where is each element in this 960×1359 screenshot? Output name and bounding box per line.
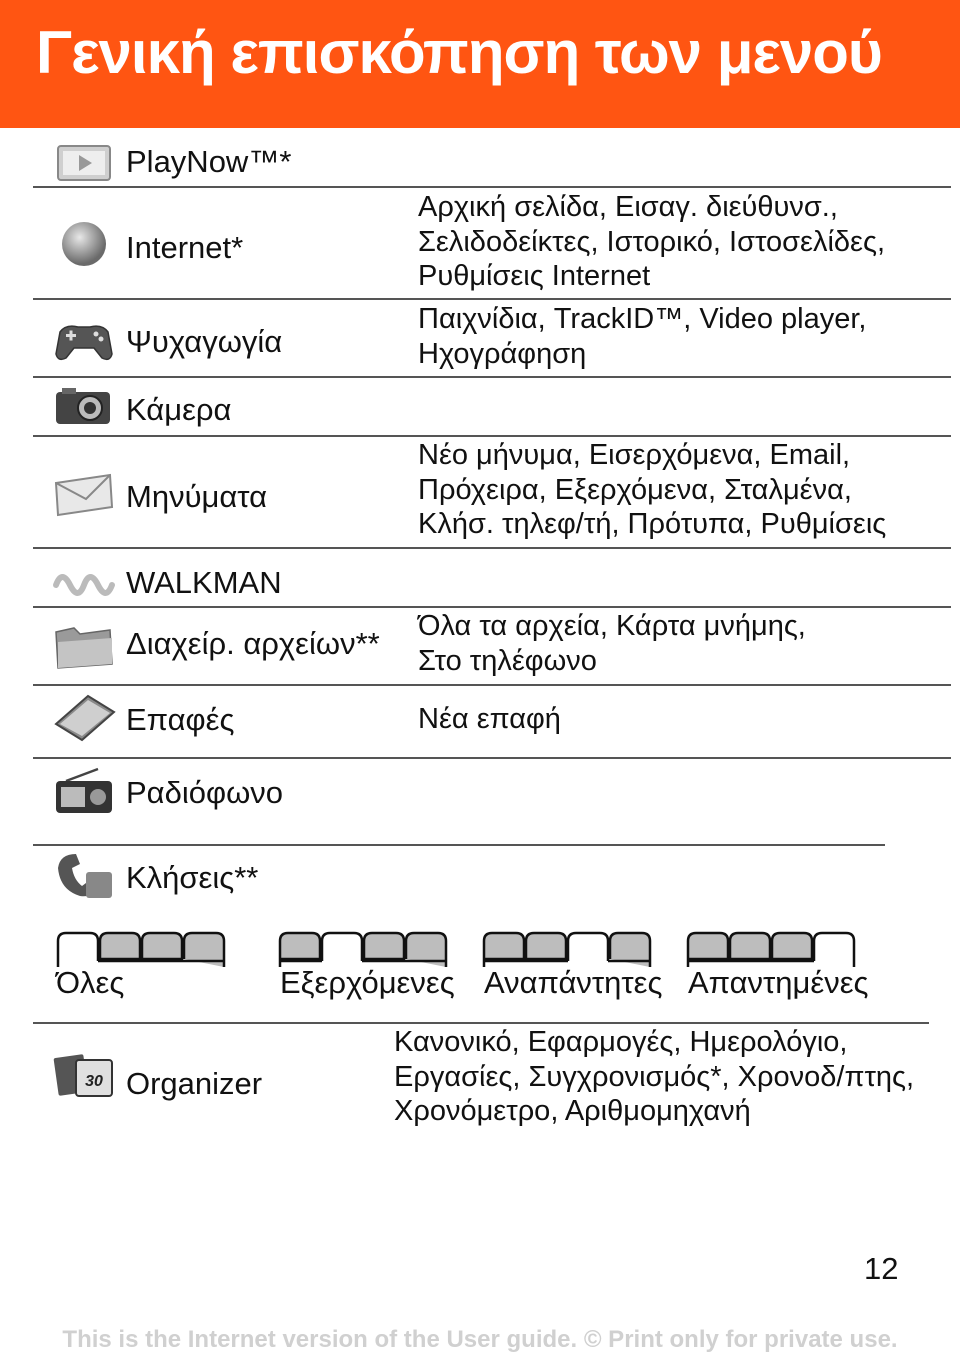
radio-icon	[52, 765, 116, 817]
tab-strip-icon	[686, 925, 858, 969]
menu-label: Ψυχαγωγία	[126, 324, 283, 359]
tab-label-all: Όλες	[56, 965, 125, 1000]
tab-answered[interactable]	[686, 925, 858, 969]
svg-text:30: 30	[85, 1073, 103, 1090]
divider	[33, 757, 951, 759]
contacts-book-icon	[52, 692, 116, 744]
page-number: 12	[864, 1251, 899, 1286]
tab-label-answered: Απαντημένες	[688, 965, 869, 1000]
menu-label: Επαφές	[126, 702, 235, 737]
divider	[33, 1022, 929, 1024]
tab-outgoing[interactable]	[278, 925, 450, 969]
menu-label: Κλήσεις**	[126, 860, 259, 895]
submenu-text: Αρχική σελίδα, Εισαγ. διεύθυνσ., Σελιδοδείκτες, Ιστορικό, Ιστοσελίδες, Ρυθμίσεις Internet	[418, 191, 886, 292]
menu-label: Organizer	[126, 1066, 263, 1101]
submenu-text: Νέο μήνυμα, Εισερχόμενα, Email, Πρόχειρα, Εξερχόμενα, Σταλμένα, Κλήσ. τηλεφ/τή, Πρότυπα, Ρυθμίσεις	[418, 439, 887, 540]
camera-icon	[52, 380, 116, 432]
tab-label-outgoing: Εξερχόμενες	[280, 965, 455, 1000]
page-title: Γενική επισκόπηση των μενού	[36, 19, 882, 86]
organizer-icon	[52, 1050, 116, 1102]
tab-strip-icon	[482, 925, 654, 969]
divider	[33, 435, 951, 437]
divider	[33, 684, 951, 686]
divider	[33, 186, 951, 188]
submenu-text: Όλα τα αρχεία, Κάρτα μνήμης, Στο τηλέφωνο	[418, 610, 806, 677]
footer-notice: This is the Internet version of the User guide. © Print only for private use.	[62, 1326, 898, 1353]
menu-label: Ραδιόφωνο	[126, 775, 284, 810]
divider	[33, 298, 951, 300]
menu-label: PlayNow™*	[126, 144, 292, 179]
submenu-text: Νέα επαφή	[418, 703, 561, 735]
tab-all[interactable]	[56, 925, 228, 969]
folder-icon	[52, 618, 116, 670]
calls-tabs	[0, 925, 960, 1015]
envelope-icon	[52, 469, 116, 521]
menu-label: Διαχείρ. αρχείων**	[126, 626, 380, 661]
tab-strip-icon	[56, 925, 228, 969]
tab-label-missed: Αναπάντητες	[484, 965, 663, 1000]
divider	[33, 376, 951, 378]
divider	[33, 606, 951, 608]
internet-globe-icon	[52, 218, 116, 270]
submenu-text: Παιχνίδια, TrackID™, Video player, Ηχογράφηση	[418, 303, 867, 370]
menu-label: Internet*	[126, 230, 244, 265]
divider	[33, 547, 951, 549]
gamepad-icon	[52, 314, 116, 366]
submenu-text: Κανονικό, Εφαρμογές, Ημερολόγιο, Εργασίες, Συγχρονισμός*, Χρονοδ/πτης, Χρονόμετρο, Αριθμομηχανή	[394, 1026, 915, 1127]
menu-label: Μηνύματα	[126, 479, 268, 514]
menu-label: WALKMAN	[126, 565, 282, 600]
menu-label: Κάμερα	[126, 392, 232, 427]
walkman-icon	[52, 555, 116, 607]
page-header	[0, 0, 960, 128]
tab-missed[interactable]	[482, 925, 654, 969]
divider	[33, 844, 885, 846]
playnow-icon	[52, 138, 116, 190]
tab-strip-icon	[278, 925, 450, 969]
phone-icon	[52, 850, 116, 902]
